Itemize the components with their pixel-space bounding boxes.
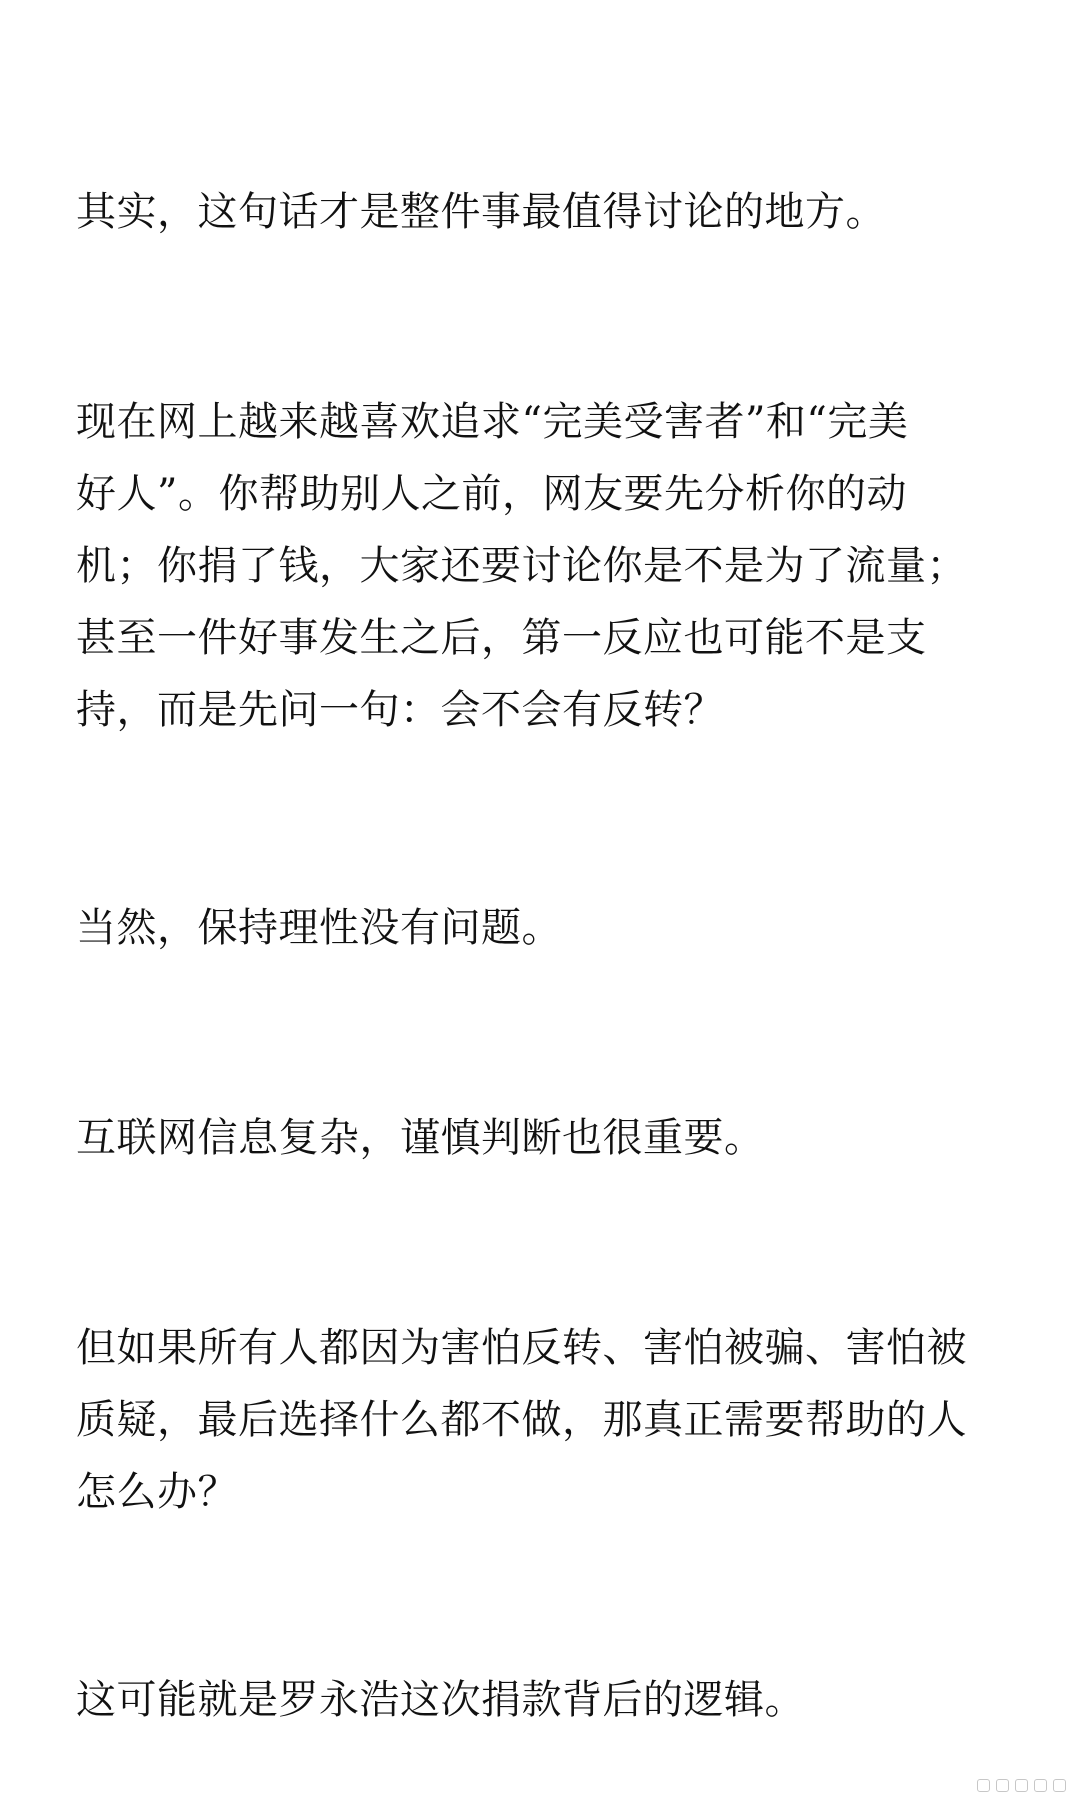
- watermark-square-icon: [977, 1779, 990, 1792]
- paragraph-line: 好人”。你帮助别人之前，网友要先分析你的动: [76, 471, 907, 517]
- paragraph-line: 其实，这句话才是整件事最值得讨论的地方。: [76, 189, 886, 235]
- paragraph-line: 甚至一件好事发生之后，第一反应也可能不是支: [76, 615, 927, 661]
- paragraph-line: 现在网上越来越喜欢追求“完美受害者”和“完美: [76, 399, 909, 445]
- paragraph-2: [76, 386, 1006, 746]
- paragraph-6: [76, 1664, 1006, 1736]
- paragraph-5: [76, 1312, 1006, 1528]
- paragraph-line: 这可能就是罗永浩这次捐款背后的逻辑。: [76, 1677, 805, 1723]
- watermark-square-icon: [1034, 1779, 1047, 1792]
- paragraph-1: [76, 176, 1006, 248]
- watermark-icon: [977, 1779, 1066, 1792]
- paragraph-line: 怎么办？: [76, 1469, 238, 1515]
- paragraph-line: 机；你捐了钱，大家还要讨论你是不是为了流量；: [76, 543, 967, 589]
- watermark-square-icon: [1015, 1779, 1028, 1792]
- paragraph-line: 持，而是先问一句：会不会有反转？: [76, 687, 724, 733]
- paragraph-line: 但如果所有人都因为害怕反转、害怕被骗、害怕被: [76, 1325, 967, 1371]
- watermark-square-icon: [996, 1779, 1009, 1792]
- paragraph-3: [76, 892, 1006, 964]
- watermark-square-icon: [1053, 1779, 1066, 1792]
- paragraph-line: 互联网信息复杂，谨慎判断也很重要。: [76, 1115, 765, 1161]
- paragraph-line: 当然，保持理性没有问题。: [76, 905, 562, 951]
- paragraph-4: [76, 1102, 1006, 1174]
- paragraph-line: 质疑，最后选择什么都不做，那真正需要帮助的人: [76, 1397, 967, 1443]
